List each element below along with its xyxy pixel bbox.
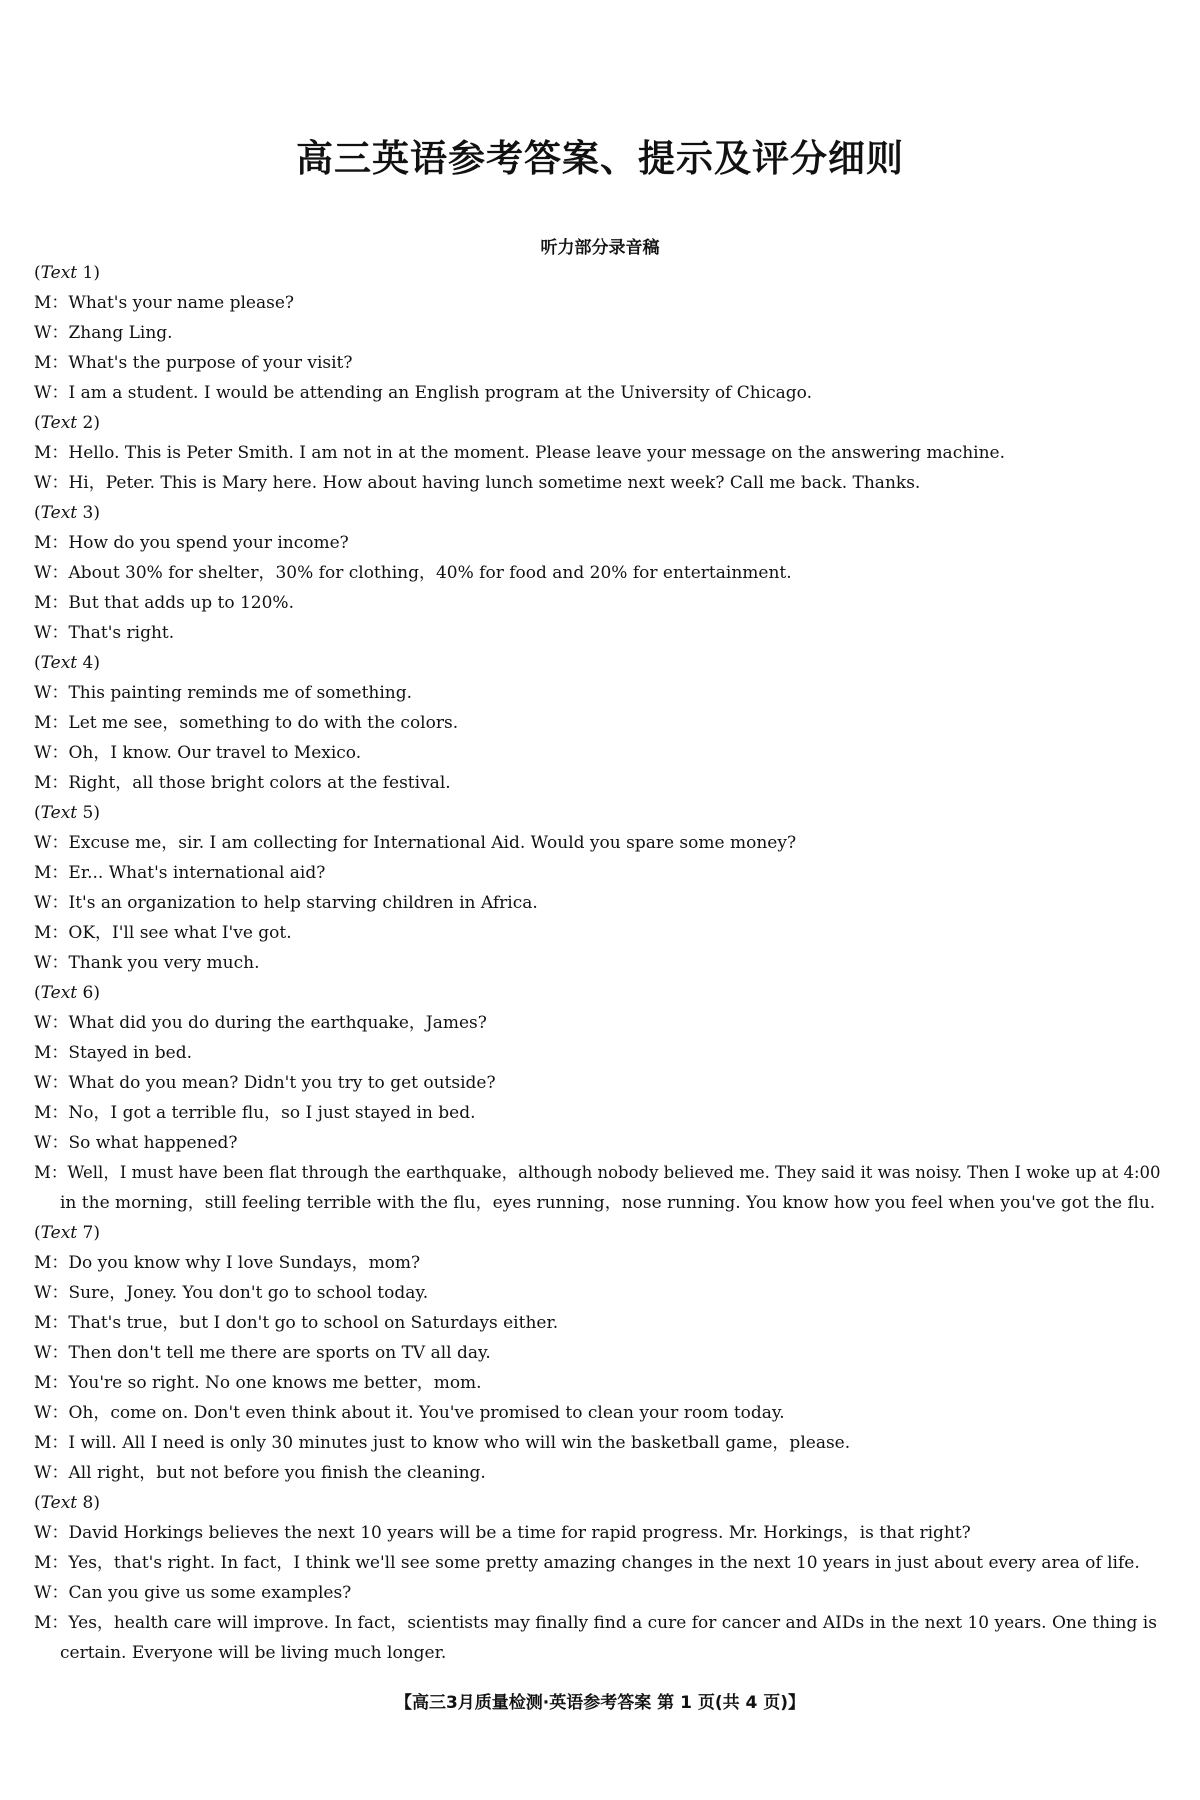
dialogue-line: W：Sure，Joney. You don't go to school today. bbox=[34, 1283, 429, 1303]
dialogue-line: W：What did you do during the earthquake，James? bbox=[34, 1013, 487, 1033]
dialogue-line: M：That's true，but I don't go to school on Saturdays either. bbox=[34, 1313, 559, 1333]
header-text-label: Text bbox=[40, 1223, 78, 1243]
header-text-label: Text bbox=[40, 263, 78, 283]
dialogue-line: M：Well，I must have been flat through the earthquake，although nobody believed me. They said it was noisy. Then I woke up at 4:00 bbox=[34, 1163, 1161, 1182]
header-text-label: Text bbox=[40, 983, 78, 1003]
header-number: 8) bbox=[77, 1493, 100, 1513]
dialogue-line-continuation: certain. Everyone will be living much longer. bbox=[60, 1643, 447, 1663]
header-number: 1) bbox=[77, 263, 100, 283]
dialogue-line: M：No，I got a terrible flu，so I just stayed in bed. bbox=[34, 1103, 476, 1123]
dialogue-line: M：Hello. This is Peter Smith. I am not in at the moment. Please leave your message on the answering machine. bbox=[34, 443, 1006, 463]
dialogue-line: M：Do you know why I love Sundays，mom? bbox=[34, 1253, 421, 1273]
text-section-header bbox=[34, 498, 1170, 528]
dialogue-line: M：What's your name please? bbox=[34, 293, 294, 313]
header-open-paren: ( bbox=[34, 413, 41, 433]
header-number: 7) bbox=[77, 1223, 100, 1243]
dialogue-line: M：Stayed in bed. bbox=[34, 1043, 192, 1063]
section-subtitle: 听力部分录音稿 bbox=[540, 238, 660, 258]
dialogue-line: W：I am a student. I would be attending an English program at the University of Chicago. bbox=[34, 383, 813, 403]
header-open-paren: ( bbox=[34, 1493, 41, 1513]
header-open-paren: ( bbox=[34, 653, 41, 673]
text-section-header bbox=[34, 408, 1170, 438]
dialogue-line: M：Yes，that's right. In fact，I think we'll see some pretty amazing changes in the next 10 years in just about every area of life. bbox=[34, 1553, 1140, 1573]
text-section-header bbox=[34, 1218, 1170, 1248]
dialogue-line: M：Right，all those bright colors at the festival. bbox=[34, 773, 451, 793]
dialogue-line: M：Let me see，something to do with the colors. bbox=[34, 713, 459, 733]
text-section-header bbox=[34, 1488, 1170, 1518]
dialogue-line: W：Zhang Ling. bbox=[34, 323, 173, 343]
dialogue-line: M：But that adds up to 120%. bbox=[34, 593, 294, 613]
header-text-label: Text bbox=[40, 1493, 78, 1513]
dialogue-line: W：Thank you very much. bbox=[34, 953, 260, 973]
document-title: 高三英语参考答案、提示及评分细则 bbox=[296, 137, 904, 180]
header-open-paren: ( bbox=[34, 803, 41, 823]
page-footer: 【高三3月质量检测·英语参考答案 第 1 页(共 4 页)】 bbox=[394, 1693, 806, 1713]
dialogue-line: W：Oh，come on. Don't even think about it. You've promised to clean your room today. bbox=[34, 1403, 785, 1423]
header-text-label: Text bbox=[40, 653, 78, 673]
text-section-header bbox=[34, 978, 1170, 1008]
text-section-header bbox=[34, 798, 1170, 828]
dialogue-line: W：About 30% for shelter，30% for clothing，40% for food and 20% for entertainment. bbox=[34, 563, 792, 583]
text-section-header bbox=[34, 648, 1170, 678]
dialogue-line: W：Hi，Peter. This is Mary here. How about having lunch sometime next week? Call me back. Thanks. bbox=[34, 473, 921, 493]
header-number: 5) bbox=[77, 803, 100, 823]
header-text-label: Text bbox=[40, 413, 78, 433]
dialogue-line: M：OK，I'll see what I've got. bbox=[34, 923, 292, 943]
dialogue-line: W：What do you mean? Didn't you try to get outside? bbox=[34, 1073, 496, 1093]
header-open-paren: ( bbox=[34, 263, 41, 283]
header-number: 3) bbox=[77, 503, 100, 523]
text-section-header bbox=[34, 258, 1170, 288]
header-open-paren: ( bbox=[34, 503, 41, 523]
dialogue-line: M：How do you spend your income? bbox=[34, 533, 349, 553]
dialogue-line: W：That's right. bbox=[34, 623, 175, 643]
dialogue-line: W：So what happened? bbox=[34, 1133, 238, 1153]
dialogue-line: W：Then don't tell me there are sports on TV all day. bbox=[34, 1343, 491, 1363]
dialogue-line: W：Can you give us some examples? bbox=[34, 1583, 352, 1603]
header-text-label: Text bbox=[40, 503, 78, 523]
dialogue-line: W：David Horkings believes the next 10 years will be a time for rapid progress. Mr. Horkings，is that right? bbox=[34, 1523, 971, 1543]
header-text-label: Text bbox=[40, 803, 78, 823]
dialogue-line: M：I will. All I need is only 30 minutes just to know who will win the basketball game，please. bbox=[34, 1433, 851, 1453]
dialogue-line: W：This painting reminds me of something. bbox=[34, 683, 413, 703]
transcript-body bbox=[34, 258, 1170, 1668]
dialogue-line: W：Oh，I know. Our travel to Mexico. bbox=[34, 743, 362, 763]
header-number: 2) bbox=[77, 413, 100, 433]
header-number: 4) bbox=[77, 653, 100, 673]
dialogue-line: W：It's an organization to help starving children in Africa. bbox=[34, 893, 538, 913]
dialogue-line: M：Yes，health care will improve. In fact，scientists may finally find a cure for cancer and AIDs in the next 10 years. One thing is bbox=[34, 1613, 1157, 1633]
dialogue-line: M：What's the purpose of your visit? bbox=[34, 353, 353, 373]
header-open-paren: ( bbox=[34, 1223, 41, 1243]
header-number: 6) bbox=[77, 983, 100, 1003]
dialogue-line: M：Er... What's international aid? bbox=[34, 863, 326, 883]
dialogue-line: M：You're so right. No one knows me better，mom. bbox=[34, 1373, 482, 1393]
header-open-paren: ( bbox=[34, 983, 41, 1003]
dialogue-line-continuation: in the morning，still feeling terrible with the flu，eyes running，nose running. You know how you feel when you've got the flu. bbox=[60, 1193, 1156, 1213]
dialogue-line: W：All right，but not before you finish the cleaning. bbox=[34, 1463, 486, 1483]
dialogue-line: W：Excuse me，sir. I am collecting for International Aid. Would you spare some money? bbox=[34, 833, 797, 853]
